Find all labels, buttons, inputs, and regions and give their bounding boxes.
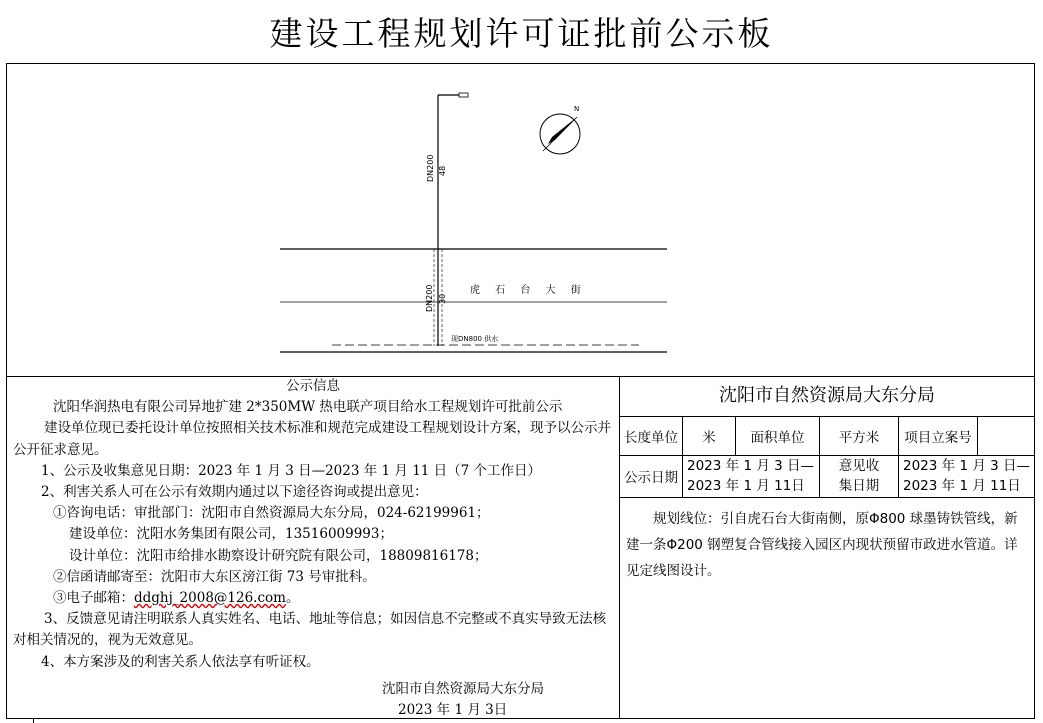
collect-date-value-1: 2023 年 1 月 3 日—: [903, 458, 1030, 474]
notice-date: 2023 年 1 月 3日: [398, 702, 508, 719]
pub-date-value-1: 2023 年 1 月 3 日—: [687, 458, 814, 474]
contact-phone: ①咨询电话：审批部门：沈阳市自然资源局大东分局，024-62199961；: [53, 505, 490, 522]
pub-date-value-2: 2023 年 1 月 11日: [687, 478, 805, 494]
pub-date-value: [683, 455, 820, 497]
collect-date-label: [820, 455, 899, 497]
pipe-label-lower-2: 30: [438, 293, 447, 304]
contact-email-line: [7, 588, 619, 609]
email-link[interactable]: ddghj_2008@126.com: [134, 590, 286, 607]
route-description: 规划线位：引自虎石台大街南侧，原Φ800 球墨铸铁管线，新建一条Φ200 钢塑复合管线接入园区内现状预留市政进水管道。详见定线图设计。: [626, 510, 1018, 579]
area-unit-value: 平方米: [820, 417, 899, 455]
pipe-label-upper-2: 48: [438, 165, 447, 176]
route-drawing: [7, 64, 1034, 377]
email-suffix: 。: [285, 590, 300, 607]
contact-designer: 设计单位：沈阳市给排水勘察设计研究院有限公司，18809816178；: [69, 547, 488, 564]
case-no-label: 项目立案号: [899, 417, 978, 455]
item-dates: 1、公示及收集意见日期：2023 年 1 月 3 日—2023 年 1 月 11 日（7 个工作日）: [41, 462, 542, 479]
signature: 沈阳市自然资源局大东分局: [382, 680, 544, 697]
collect-label-1: 意见收: [838, 458, 880, 474]
pub-date-label: 公示日期: [620, 455, 683, 497]
info-panel: [620, 376, 1034, 718]
project-line: 沈阳华润热电有限公司异地扩建 2*350MW 热电联产项目给水工程规划许可批前公示: [53, 399, 563, 416]
item-hearing: 4、本方案涉及的利害关系人依法享有听证权。: [41, 653, 320, 670]
length-unit-value: 米: [683, 417, 736, 455]
notice-board: [6, 63, 1035, 719]
agency-name: 沈阳市自然资源局大东分局: [620, 376, 1034, 417]
info-table: [620, 417, 1034, 498]
svg-text:N: N: [574, 105, 580, 113]
collect-date-value: [899, 455, 1035, 497]
case-no-value: [978, 417, 1035, 455]
pipe-label-upper-1: DN200: [426, 154, 435, 182]
intro-text: 建设单位现已委托设计单位按照相关技术标准和规范完成建设工程规划设计方案，现予以公示并公开征求意见。: [13, 420, 612, 458]
collect-label-2: 集日期: [838, 478, 880, 494]
page-title: 建设工程规划许可证批前公示板: [269, 14, 774, 53]
north-arrow-icon: [540, 105, 580, 154]
edge-mark: [33, 718, 34, 723]
site-plan-drawing: [7, 64, 1034, 376]
notice-text: [7, 376, 620, 718]
length-unit-label: 长度单位: [620, 417, 683, 455]
existing-pipe-label: 现DN800 供水: [451, 335, 499, 343]
collect-date-value-2: 2023 年 1 月 11日: [903, 478, 1021, 494]
pipe-label-lower-1: DN200: [425, 284, 434, 312]
pipe-valve: [459, 93, 468, 97]
street-name-label: 虎 石 台 大 街: [470, 285, 587, 296]
area-unit-label: 面积单位: [736, 417, 820, 455]
item-feedback: 3、反馈意见请注明联系人真实姓名、电话、地址等信息；如因信息不完整或不真实导致无法核对相关情况的，视为无效意见。: [13, 611, 607, 649]
item-channels: 2、利害关系人可在公示有效期内通过以下途径咨询或提出意见：: [41, 484, 428, 501]
contact-builder: 建设单位：沈阳水务集团有限公司，13516009993；: [69, 526, 393, 543]
email-prefix: ③电子邮箱：: [53, 590, 134, 607]
contact-mail: ②信函请邮寄至：沈阳市大东区滂江街 73 号审批科。: [53, 568, 376, 585]
notice-heading: 公示信息: [286, 378, 340, 394]
